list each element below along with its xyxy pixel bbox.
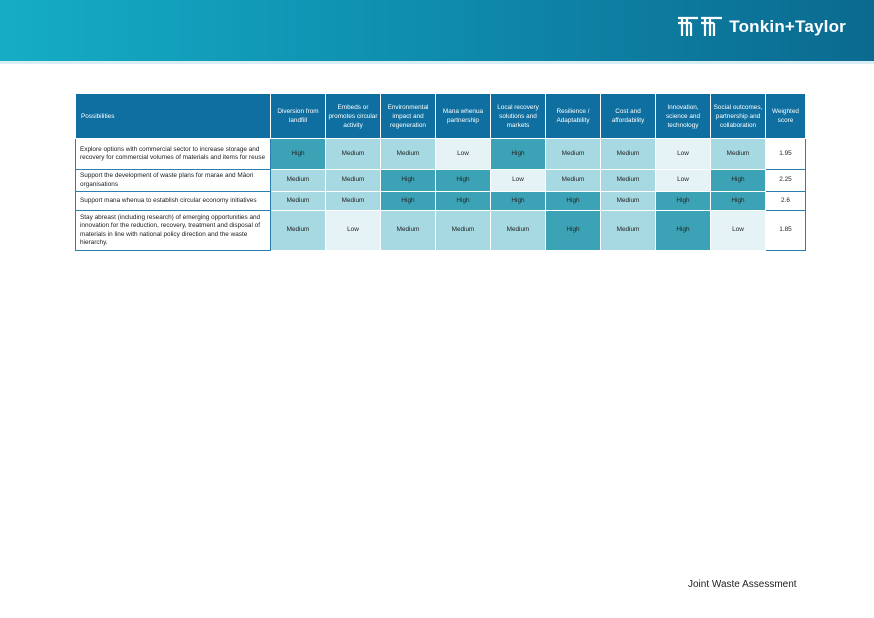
rating-cell: Medium — [601, 211, 656, 251]
column-header: Diversion from landfill — [271, 94, 326, 139]
rating-cell: High — [711, 170, 766, 192]
rating-cell: Medium — [546, 170, 601, 192]
rating-cell: Medium — [326, 170, 381, 192]
rating-cell: Low — [436, 139, 491, 170]
rating-cell: Medium — [711, 139, 766, 170]
rating-cell: High — [271, 139, 326, 170]
column-header: Innovation, science and technology — [656, 94, 711, 139]
rating-cell: High — [491, 139, 546, 170]
header-row — [76, 94, 806, 139]
column-header: Resilience / Adaptability — [546, 94, 601, 139]
brand-name: Tonkin+Taylor — [729, 17, 846, 36]
weighted-score-cell: 2.25 — [766, 170, 806, 192]
weighted-score-cell: 2.6 — [766, 192, 806, 211]
weighted-score-cell: 1.95 — [766, 139, 806, 170]
rating-cell: High — [436, 170, 491, 192]
rating-cell: Medium — [271, 211, 326, 251]
rating-cell: High — [381, 170, 436, 192]
column-header: Environmental impact and regeneration — [381, 94, 436, 139]
possibility-cell: Stay abreast (including research) of emerging opportunities and innovation for the reduction, recovery, treatment and disposal of materials in line with national policy direction and the waste hierarchy. — [76, 211, 271, 251]
possibility-cell: Explore options with commercial sector to increase storage and recovery for commercial volumes of materials and items for reuse — [76, 139, 271, 170]
rating-cell: Low — [656, 170, 711, 192]
column-header: Local recovery solutions and markets — [491, 94, 546, 139]
rating-cell: High — [491, 192, 546, 211]
column-header: Weighted score — [766, 94, 806, 139]
rating-cell: High — [381, 192, 436, 211]
rating-cell: Low — [711, 211, 766, 251]
rating-cell: Medium — [491, 211, 546, 251]
rating-cell: Medium — [601, 192, 656, 211]
rating-cell: High — [546, 211, 601, 251]
rating-cell: Medium — [436, 211, 491, 251]
rating-cell: Medium — [381, 139, 436, 170]
column-header: Possibilities — [76, 94, 271, 139]
rating-cell: Medium — [601, 139, 656, 170]
table-row — [76, 192, 806, 211]
rating-cell: Medium — [546, 139, 601, 170]
possibility-cell: Support mana whenua to establish circular economy initiatives — [76, 192, 271, 211]
rating-cell: Medium — [381, 211, 436, 251]
brand-logo — [677, 16, 846, 38]
rating-cell: Medium — [601, 170, 656, 192]
column-header: Embeds or promotes circular activity — [326, 94, 381, 139]
column-header: Cost and affordability — [601, 94, 656, 139]
table-row — [76, 139, 806, 170]
column-header: Social outcomes, partnership and collaboration — [711, 94, 766, 139]
rating-cell: Medium — [326, 139, 381, 170]
footer-title: Joint Waste Assessment — [688, 579, 797, 590]
rating-cell: High — [436, 192, 491, 211]
rating-cell: Medium — [271, 170, 326, 192]
header-banner — [0, 0, 874, 61]
rating-cell: Low — [491, 170, 546, 192]
rating-cell: Low — [326, 211, 381, 251]
rating-cell: High — [546, 192, 601, 211]
header-divider — [0, 61, 874, 64]
assessment-matrix — [75, 93, 806, 251]
rating-cell: High — [711, 192, 766, 211]
rating-cell: High — [656, 211, 711, 251]
rating-cell: Medium — [326, 192, 381, 211]
table-row — [76, 211, 806, 251]
possibility-cell: Support the development of waste plans for marae and Māori organisations — [76, 170, 271, 192]
rating-cell: Medium — [271, 192, 326, 211]
weighted-score-cell: 1.85 — [766, 211, 806, 251]
rating-cell: Low — [656, 139, 711, 170]
tonkin-taylor-logo-icon — [677, 16, 723, 38]
rating-cell: High — [656, 192, 711, 211]
column-header: Mana whenua partnership — [436, 94, 491, 139]
table-row — [76, 170, 806, 192]
